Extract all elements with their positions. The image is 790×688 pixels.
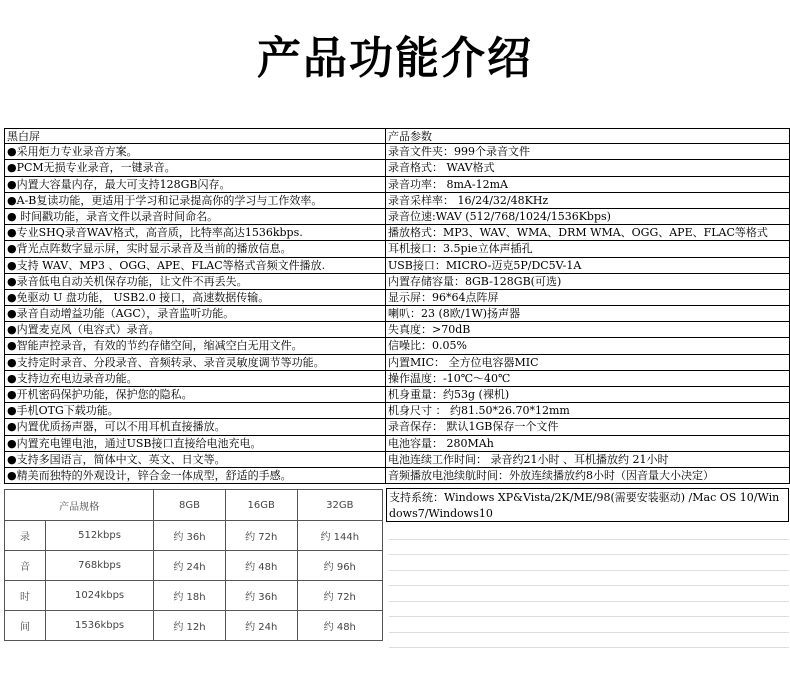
side-char-cell: 录 (5, 521, 46, 551)
table-row (4, 387, 790, 403)
feature-cell: ●免驱动 U 盘功能， USB2.0 接口，高速数据传输。 (4, 290, 386, 306)
param-cell: 失真度：>70dB (386, 322, 790, 338)
param-cell: 电池连续工作时间： 录音约21小时 、耳机播放约 21小时 (386, 452, 790, 468)
table-row (4, 322, 790, 338)
bitrate-cell: 768kbps (46, 551, 154, 581)
duration-cell: 约 144h (297, 521, 382, 551)
duration-cell: 约 72h (297, 581, 382, 611)
table-row (4, 403, 790, 419)
param-cell: 信噪比：0.05% (386, 338, 790, 354)
spec-header-row (5, 490, 383, 521)
feature-cell: ●采用炬力专业录音方案。 (4, 144, 386, 160)
empty-grid (389, 524, 789, 648)
duration-cell: 约 12h (154, 611, 226, 641)
table-row (4, 290, 790, 306)
bitrate-cell: 1024kbps (46, 581, 154, 611)
duration-cell: 约 36h (225, 581, 297, 611)
table-row (4, 306, 790, 322)
param-cell: 喇叭：23 (8欧/1W)扬声器 (386, 306, 790, 322)
left-header: 黑白屏 (4, 128, 386, 144)
duration-cell: 约 48h (225, 551, 297, 581)
feature-cell: ●支持定时录音、分段录音、音频转录、录音灵敏度调节等功能。 (4, 355, 386, 371)
duration-cell: 约 18h (154, 581, 226, 611)
param-cell: USB接口：MICRO-迈克5P/DC5V-1A (386, 258, 790, 274)
recording-time-table (4, 489, 383, 641)
param-cell: 操作温度：-10℃～40℃ (386, 371, 790, 387)
spec-row (5, 551, 383, 581)
table-row (4, 274, 790, 290)
table-row (4, 225, 790, 241)
param-cell: 录音保存： 默认1GB保存一个文件 (386, 419, 790, 435)
table-row (4, 177, 790, 193)
feature-cell: ●A-B复读功能，更适用于学习和记录提高你的学习与工作效率。 (4, 193, 386, 209)
feature-cell: ●录音自动增益功能（AGC），录音监听功能。 (4, 306, 386, 322)
right-header: 产品参数 (386, 128, 790, 144)
table-row (4, 436, 790, 452)
table-row (4, 419, 790, 435)
spec-row (5, 521, 383, 551)
param-cell: 显示屏：96*64点阵屏 (386, 290, 790, 306)
side-char-cell: 时 (5, 581, 46, 611)
param-cell: 录音文件夹：999个录音文件 (386, 144, 790, 160)
feature-cell: ●内置麦克风（电容式）录音。 (4, 322, 386, 338)
feature-cell: ●内置优质扬声器，可以不用耳机直接播放。 (4, 419, 386, 435)
param-cell: 机身重量：约53g (裸机) (386, 387, 790, 403)
spec-header-cell: 8GB (154, 490, 226, 521)
feature-cell: ●智能声控录音，有效的节约存储空间，缩减空白无用文件。 (4, 338, 386, 354)
feature-cell: ●精美而独特的外观设计，锌合金一体成型，舒适的手感。 (4, 468, 386, 484)
table-row (4, 452, 790, 468)
param-cell: 机身尺寸 ： 约81.50*26.70*12mm (386, 403, 790, 419)
spec-row (5, 581, 383, 611)
spec-header-cell: 16GB (225, 490, 297, 521)
duration-cell: 约 24h (225, 611, 297, 641)
table-row (4, 241, 790, 257)
param-cell: 内置MIC： 全方位电容器MIC (386, 355, 790, 371)
feature-cell: ●PCM无损专业录音，一键录音。 (4, 160, 386, 176)
param-cell: 录音采样率： 16/24/32/48KHz (386, 193, 790, 209)
table-row (4, 258, 790, 274)
side-char-cell: 间 (5, 611, 46, 641)
feature-cell: ●录音低电自动关机保存功能，让文件不再丢失。 (4, 274, 386, 290)
param-cell: 录音位速:WAV (512/768/1024/1536Kbps) (386, 209, 790, 225)
table-row (4, 468, 790, 484)
duration-cell: 约 96h (297, 551, 382, 581)
table-row (4, 144, 790, 160)
table-header-row (4, 128, 790, 144)
feature-cell: ●内置大容量内存，最大可支持128GB闪存。 (4, 177, 386, 193)
param-cell: 耳机接口：3.5pie立体声插孔 (386, 241, 790, 257)
bitrate-cell: 512kbps (46, 521, 154, 551)
table-row (4, 355, 790, 371)
feature-cell: ●支持多国语言，简体中文、英文、日文等。 (4, 452, 386, 468)
param-cell: 录音格式： WAV格式 (386, 160, 790, 176)
supported-systems: 支持系统：Windows XP&Vista/2K/ME/98(需要安装驱动) /Mac OS 10/Windows7/Windows10 (386, 488, 789, 522)
param-cell: 电池容量： 280MAh (386, 436, 790, 452)
param-cell: 录音功率： 8mA-12mA (386, 177, 790, 193)
table-row (4, 338, 790, 354)
feature-cell: ●支持边充电边录音功能。 (4, 371, 386, 387)
feature-cell: ●支持 WAV、MP3 、OGG、APE、FLAC等格式音频文件播放. (4, 258, 386, 274)
feature-cell: ●开机密码保护功能，保护您的隐私。 (4, 387, 386, 403)
table-row (4, 193, 790, 209)
duration-cell: 约 24h (154, 551, 226, 581)
feature-cell: ●背光点阵数字显示屏，实时显示录音及当前的播放信息。 (4, 241, 386, 257)
bitrate-cell: 1536kbps (46, 611, 154, 641)
feature-cell: ●专业SHQ录音WAV格式，高音质，比特率高达1536kbps. (4, 225, 386, 241)
table-row (4, 160, 790, 176)
spec-table (4, 128, 790, 484)
duration-cell: 约 72h (225, 521, 297, 551)
feature-cell: ●内置充电锂电池，通过USB接口直接给电池充电。 (4, 436, 386, 452)
duration-cell: 约 36h (154, 521, 226, 551)
table-row (4, 371, 790, 387)
page-title: 产品功能介绍 (257, 33, 533, 84)
param-cell: 播放格式：MP3、WAV、WMA、DRM WMA、OGG、APE、FLAC等格式 (386, 225, 790, 241)
param-cell: 内置存储容量：8GB-128GB(可选) (386, 274, 790, 290)
spec-row (5, 611, 383, 641)
spec-header-cell: 32GB (297, 490, 382, 521)
side-char-cell: 音 (5, 551, 46, 581)
spec-header-cell: 产品规格 (5, 490, 154, 521)
table-row (4, 209, 790, 225)
param-cell: 音频播放电池续航时间：外放连续播放约8小时（因音量大小决定） (386, 468, 790, 484)
feature-cell: ●手机OTG下载功能。 (4, 403, 386, 419)
feature-cell: ● 时间戳功能，录音文件以录音时间命名。 (4, 209, 386, 225)
duration-cell: 约 48h (297, 611, 382, 641)
